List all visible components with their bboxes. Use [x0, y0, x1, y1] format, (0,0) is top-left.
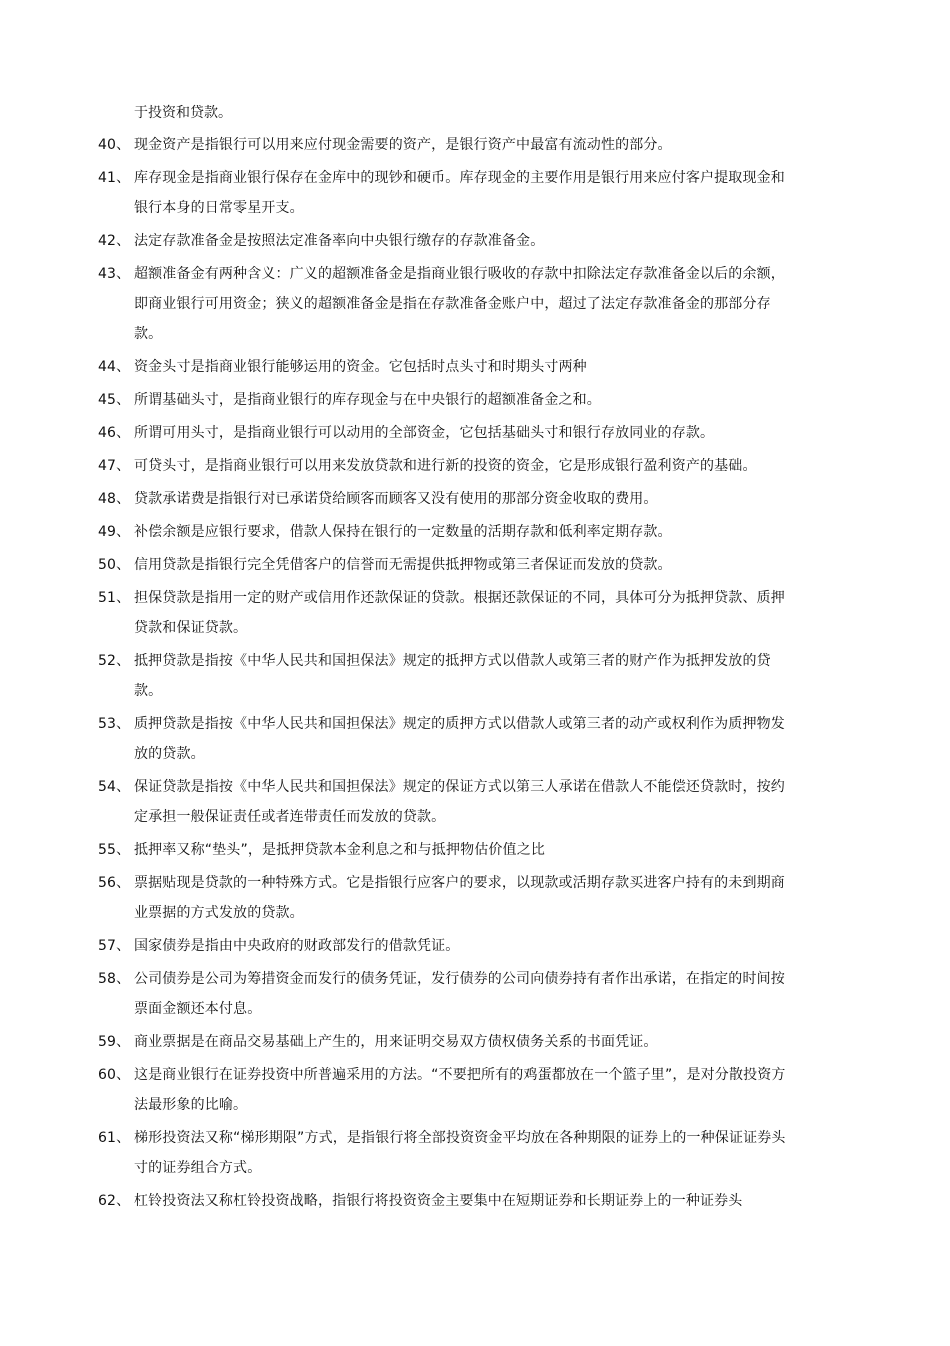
list-item	[0, 451, 786, 481]
list-item	[0, 583, 786, 643]
list-item	[0, 484, 786, 514]
item-text: 信用贷款是指银行完全凭借客户的信誉而无需提供抵押物或第三者保证而发放的贷款。	[134, 557, 672, 573]
item-text: 库存现金是指商业银行保存在金库中的现钞和硬币。库存现金的主要作用是银行用来应付客户提取现金和银行本身的日常零星开支。	[134, 170, 785, 216]
item-number: 42、	[98, 233, 131, 249]
item-number: 44、	[98, 359, 131, 375]
item-text: 公司债券是公司为筹措资金而发行的债务凭证，发行债券的公司向债券持有者作出承诺，在指定的时间按票面金额还本付息。	[134, 971, 785, 1017]
item-text: 抵押贷款是指按《中华人民共和国担保法》规定的抵押方式以借款人或第三者的财产作为抵押发放的贷款。	[134, 653, 771, 699]
list-item	[0, 352, 786, 382]
item-text: 贷款承诺费是指银行对已承诺贷给顾客而顾客又没有使用的那部分资金收取的费用。	[134, 491, 658, 507]
list-item	[0, 163, 786, 223]
item-text: 可贷头寸，是指商业银行可以用来发放贷款和进行新的投资的资金，它是形成银行盈利资产的基础。	[134, 458, 757, 474]
item-text: 所谓基础头寸，是指商业银行的库存现金与在中央银行的超额准备金之和。	[134, 392, 601, 408]
item-text: 保证贷款是指按《中华人民共和国担保法》规定的保证方式以第三人承诺在借款人不能偿还贷款时，按约定承担一般保证责任或者连带责任而发放的贷款。	[134, 779, 785, 825]
list-item	[0, 550, 786, 580]
item-number: 52、	[98, 653, 131, 669]
item-text: 抵押率又称“垫头”，是抵押贷款本金利息之和与抵押物估价值之比	[134, 842, 546, 858]
list-item	[0, 646, 786, 706]
list-item	[0, 868, 786, 928]
item-number: 48、	[98, 491, 131, 507]
list-item	[0, 130, 786, 160]
item-number: 62、	[98, 1193, 131, 1209]
item-text: 法定存款准备金是按照法定准备率向中央银行缴存的存款准备金。	[134, 233, 545, 249]
item-number: 43、	[98, 266, 131, 282]
item-number: 45、	[98, 392, 131, 408]
item-number: 56、	[98, 875, 131, 891]
item-text: 梯形投资法又称“梯形期限”方式，是指银行将全部投资资金平均放在各种期限的证券上的一种保证证券头寸的证券组合方式。	[134, 1130, 786, 1176]
list-item	[0, 931, 786, 961]
item-number: 50、	[98, 557, 131, 573]
item-number: 46、	[98, 425, 131, 441]
item-number: 60、	[98, 1067, 131, 1083]
item-text: 超额准备金有两种含义：广义的超额准备金是指商业银行吸收的存款中扣除法定存款准备金以后的余额，即商业银行可用资金；狭义的超额准备金是指在存款准备金账户中，超过了法定存款准备金的那部分存款。	[134, 266, 785, 342]
item-number: 55、	[98, 842, 131, 858]
item-text: 票据贴现是贷款的一种特殊方式。它是指银行应客户的要求，以现款或活期存款买进客户持有的未到期商业票据的方式发放的贷款。	[134, 875, 785, 921]
continuation-text: 于投资和贷款。	[134, 105, 232, 121]
item-text: 杠铃投资法又称杠铃投资战略，指银行将投资资金主要集中在短期证券和长期证券上的一种证券头	[134, 1193, 743, 1209]
item-number: 47、	[98, 458, 131, 474]
list-item	[0, 418, 786, 448]
item-number: 61、	[98, 1130, 131, 1146]
list-item	[0, 517, 786, 547]
list-item	[0, 226, 786, 256]
list-item	[0, 772, 786, 832]
list-item	[0, 964, 786, 1024]
item-text: 质押贷款是指按《中华人民共和国担保法》规定的质押方式以借款人或第三者的动产或权利作为质押物发放的贷款。	[134, 716, 785, 762]
list-item	[0, 385, 786, 415]
item-number: 58、	[98, 971, 131, 987]
item-text: 补偿余额是应银行要求，借款人保持在银行的一定数量的活期存款和低利率定期存款。	[134, 524, 672, 540]
item-number: 57、	[98, 938, 131, 954]
list-item	[0, 835, 786, 865]
definition-list	[0, 130, 950, 1219]
item-text: 资金头寸是指商业银行能够运用的资金。它包括时点头寸和时期头寸两种	[134, 359, 587, 375]
list-item	[0, 709, 786, 769]
item-text: 现金资产是指银行可以用来应付现金需要的资产，是银行资产中最富有流动性的部分。	[134, 137, 672, 153]
item-number: 49、	[98, 524, 131, 540]
item-text: 商业票据是在商品交易基础上产生的，用来证明交易双方债权债务关系的书面凭证。	[134, 1034, 658, 1050]
item-text: 国家债券是指由中央政府的财政部发行的借款凭证。	[134, 938, 460, 954]
item-number: 54、	[98, 779, 131, 795]
list-item	[0, 1027, 786, 1057]
item-number: 51、	[98, 590, 131, 606]
item-number: 59、	[98, 1034, 131, 1050]
list-item	[0, 259, 786, 349]
item-text: 这是商业银行在证券投资中所普遍采用的方法。“不要把所有的鸡蛋都放在一个篮子里”，是对分散投资方法最形象的比喻。	[134, 1067, 786, 1113]
item-number: 41、	[98, 170, 131, 186]
list-item	[0, 1123, 786, 1183]
list-item	[0, 1186, 786, 1216]
item-text: 所谓可用头寸，是指商业银行可以动用的全部资金，它包括基础头寸和银行存放同业的存款。	[134, 425, 715, 441]
list-item	[0, 1060, 786, 1120]
item-number: 40、	[98, 137, 131, 153]
item-text: 担保贷款是指用一定的财产或信用作还款保证的贷款。根据还款保证的不同，具体可分为抵押贷款、质押贷款和保证贷款。	[134, 590, 785, 636]
item-number: 53、	[98, 716, 131, 732]
